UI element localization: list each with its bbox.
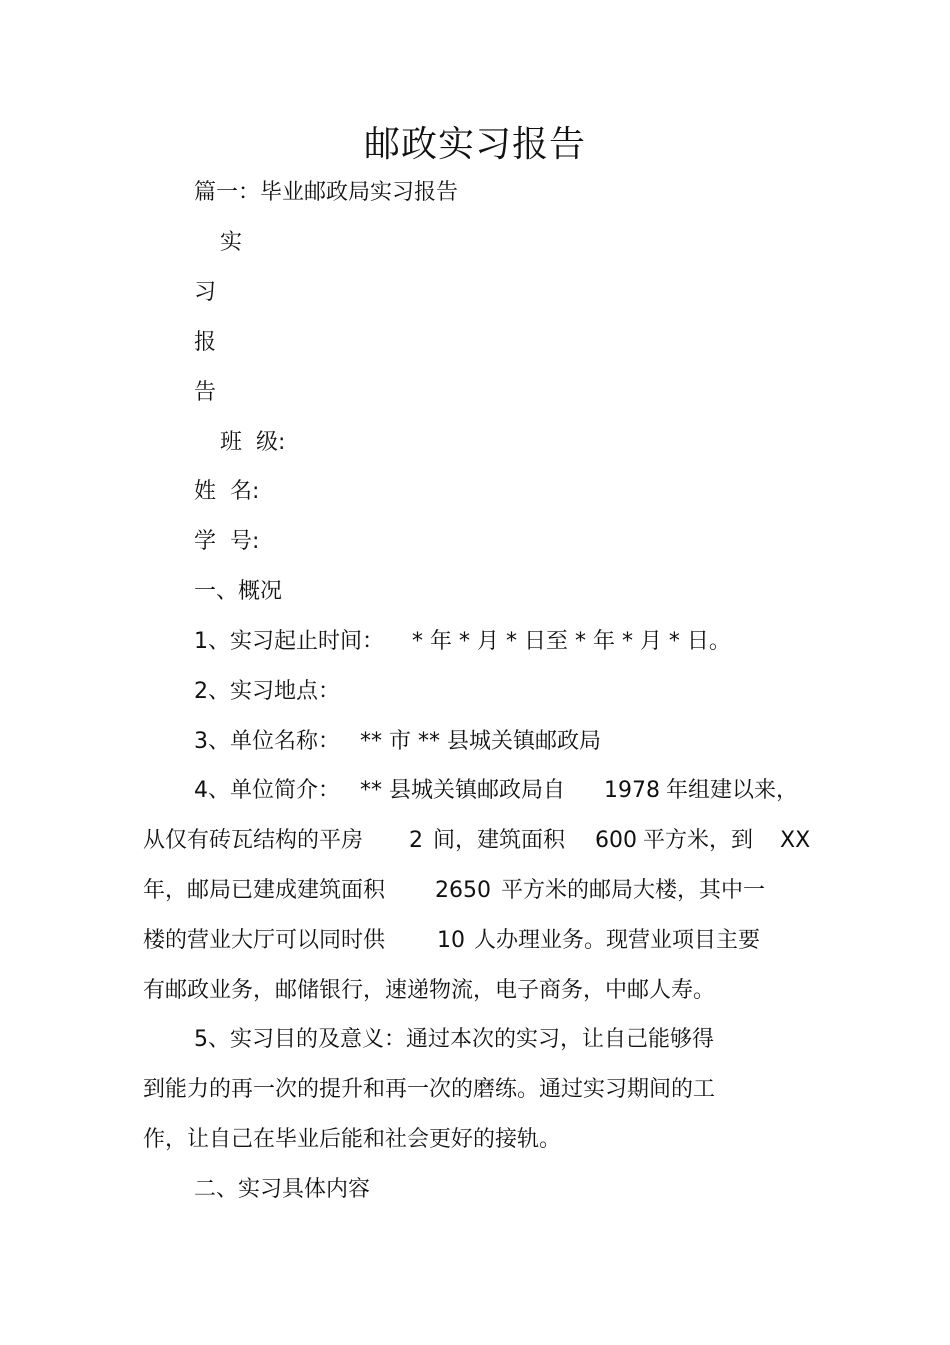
- document-subtitle: 篇一：毕业邮政局实习报告: [194, 180, 459, 205]
- unit-intro-line-3: [143, 876, 843, 906]
- content-heading: 二、实习具体内容: [194, 1177, 371, 1202]
- cover-char-gao: 告: [194, 380, 217, 405]
- student-id-label: 学 号:: [194, 529, 260, 554]
- cover-char-shi: 实: [220, 230, 243, 255]
- unit-name-value: ** 市 ** 县城关镇邮政局: [360, 729, 601, 754]
- text-segment: XX: [780, 828, 811, 853]
- internship-period-label: 1、实习起止时间：: [194, 629, 384, 654]
- text-segment: 2650: [435, 878, 491, 903]
- internship-location: 2、实习地点：: [194, 679, 340, 704]
- name-label: 姓 名:: [194, 479, 260, 504]
- text-segment: 1978: [604, 778, 660, 803]
- text-segment: 从仅有砖瓦结构的平房: [143, 828, 364, 853]
- unit-intro-line-5: 有邮政业务，邮储银行，速递物流，电子商务，中邮人寿。: [143, 978, 716, 1003]
- text-segment: 间，建筑面积: [433, 828, 566, 853]
- internship-period-value: * 年 * 月 * 日至 * 年 * 月 * 日。: [412, 629, 731, 654]
- text-segment: 平方米的邮局大楼，其中一: [501, 878, 766, 903]
- unit-name-label: 3、单位名称：: [194, 729, 340, 754]
- text-segment: ** 县城关镇邮政局自: [360, 778, 565, 803]
- text-segment: 平方米，到: [643, 828, 754, 853]
- text-segment: 600: [595, 828, 637, 853]
- cover-char-bao: 报: [194, 330, 217, 355]
- text-segment: 10: [437, 928, 465, 953]
- purpose-line-3: 作，让自己在毕业后能和社会更好的接轨。: [143, 1127, 562, 1152]
- cover-char-xi: 习: [194, 280, 217, 305]
- text-segment: 人办理业务。现营业项目主要: [474, 928, 761, 953]
- unit-name: [194, 727, 601, 757]
- class-label: 班 级:: [220, 430, 286, 455]
- text-segment: 年，邮局已建成建筑面积: [143, 878, 386, 903]
- text-segment: 年组建以来，: [666, 778, 799, 803]
- unit-intro-line-2: [143, 826, 843, 856]
- document-title: 邮政实习报告: [363, 124, 586, 165]
- text-segment: 2: [409, 828, 423, 853]
- purpose-line-2: 到能力的再一次的提升和再一次的磨练。通过实习期间的工: [143, 1077, 716, 1102]
- text-segment: 楼的营业大厅可以同时供: [143, 928, 386, 953]
- unit-intro-line-4: [143, 926, 843, 956]
- unit-intro-label: 4、单位简介：: [194, 778, 340, 803]
- internship-period: [194, 627, 731, 657]
- purpose-line-1: 5、实习目的及意义：通过本次的实习，让自己能够得: [194, 1027, 714, 1052]
- unit-intro-line-1: [194, 776, 834, 806]
- overview-heading: 一、概况: [194, 579, 283, 604]
